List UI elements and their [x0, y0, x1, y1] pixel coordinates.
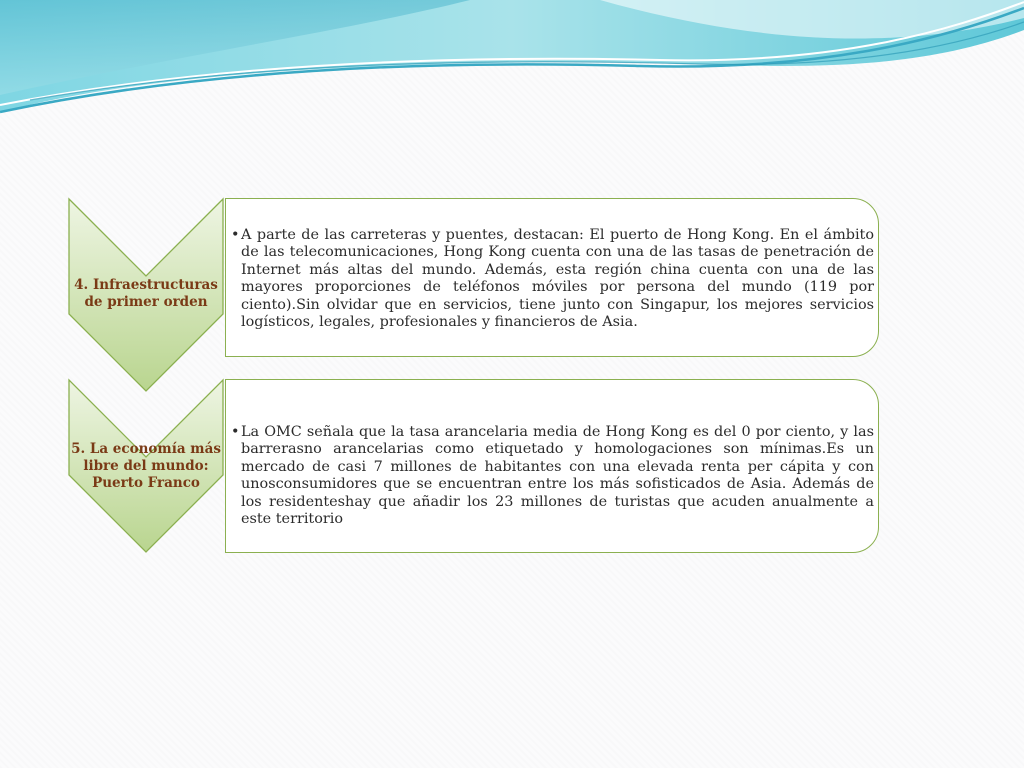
chevron-label-2: 5. La economía más libre del mundo: Puerto Franco: [71, 441, 221, 491]
chevron-label-1: 4. Infraestructuras de primer orden: [74, 277, 218, 310]
bullet-text-1-content: A parte de las carreteras y puentes, destacan: El puerto de Hong Kong. En el ámbito de las telecomunicaciones, Hong Kong cuenta con una de las tasas de penetración de Internet más altas del mundo. Además, esta región china cuenta con una de las mayores proporciones de teléfonos móviles por persona del mundo (119 por ciento).Sin olvidar que en servicios, tiene junto con Singapur, los mejores servicios logísticos, legales, profesionales y financieros de Asia.: [241, 227, 874, 331]
bullet-text-2-content: La OMC señala que la tasa arancelaria media de Hong Kong es del 0 por ciento, y las barrerasno arancelarias como etiquetado y homologaciones son mínimas.Es un mercado de casi 7 millones de habitantes con una elevada renta per cápita y con unosconsumidores que se encuentran entre los más sofisticados de Asia. Además de los residenteshay que añadir los 23 millones de turistas que acuden anualmente a este territorio: [241, 424, 874, 528]
bullet-text-2: [231, 424, 874, 528]
bullet-dot-1: •: [231, 227, 240, 243]
bullet-dot-2: •: [231, 424, 240, 440]
